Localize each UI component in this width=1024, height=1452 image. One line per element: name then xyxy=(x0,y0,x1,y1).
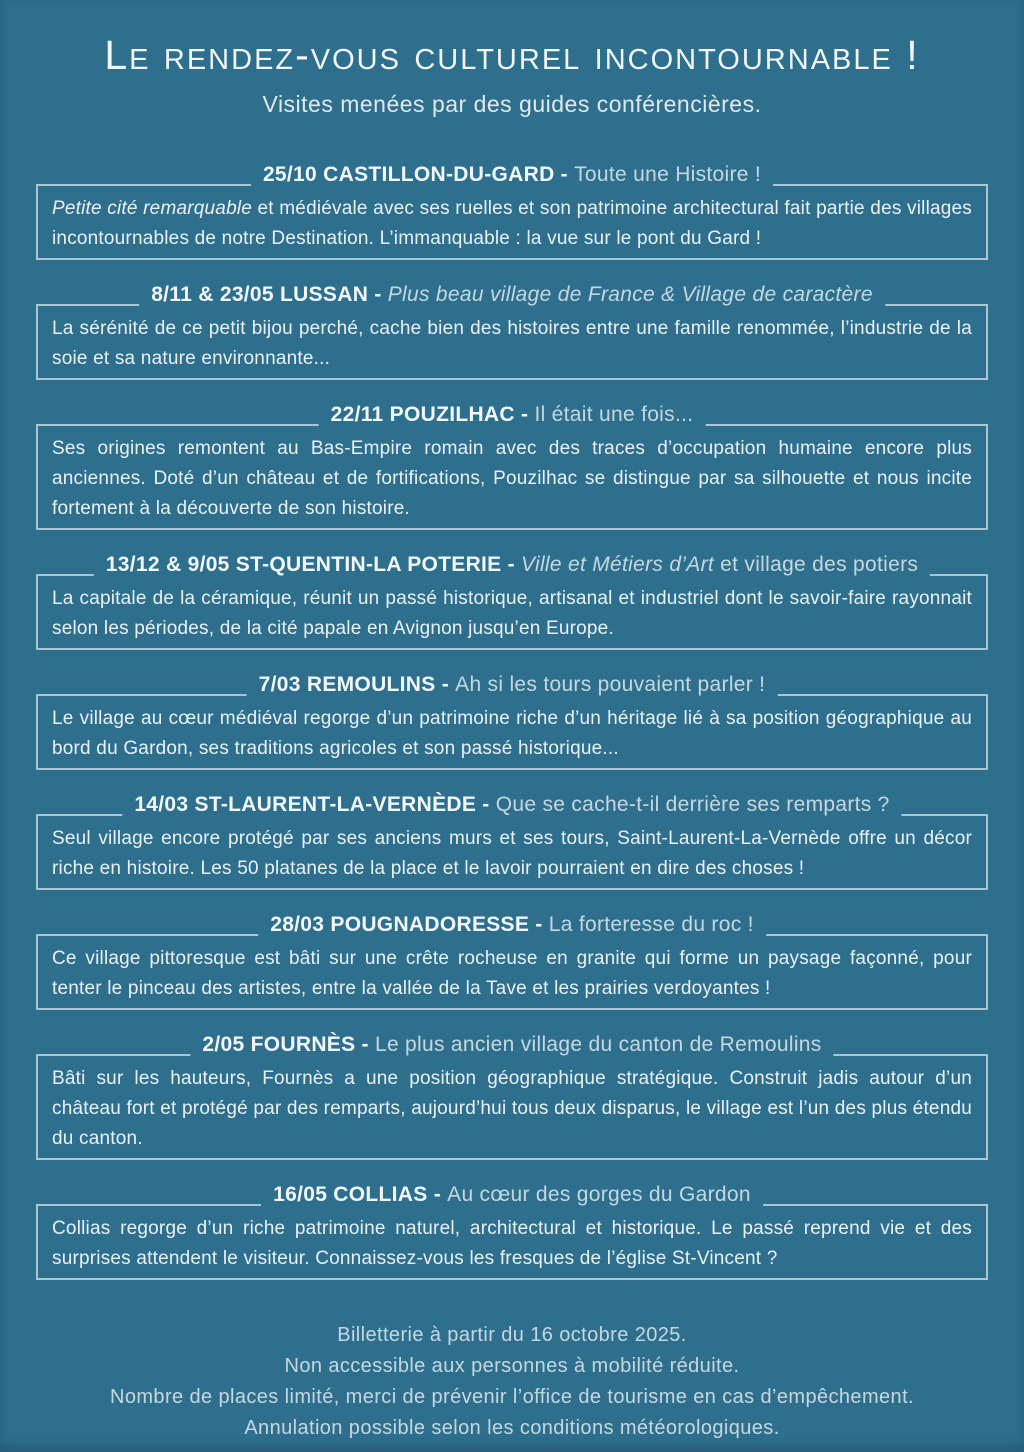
footer-line-ticketing: Billetterie à partir du 16 octobre 2025. xyxy=(337,1324,687,1347)
event-frame xyxy=(36,673,988,770)
event-heading xyxy=(247,672,778,698)
event-frame xyxy=(36,913,988,1010)
footer xyxy=(0,1320,1024,1444)
event-description-text: La capitale de la céramique, réunit un passé historique, artisanal et industriel dont le savoir-faire rayonnait selon les périodes, de la cité papale en Avignon jusqu’en Europe. xyxy=(52,588,972,640)
event-tagline: Que se cache-t-il derrière ses remparts ? xyxy=(495,793,890,817)
event-description xyxy=(52,1064,972,1154)
event-tagline: Au cœur des gorges du Gardon xyxy=(447,1183,751,1207)
event-description-text: Ce village pittoresque est bâti sur une crête rocheuse en granite qui forme un paysage façonné, pour tenter le pinceau des artistes, entre la vallée de la Tave et les prairies verdoyantes ! xyxy=(52,948,972,1000)
event-description xyxy=(52,824,972,884)
section-collias xyxy=(0,1183,1024,1280)
section-castillon-du-gard xyxy=(0,163,1024,260)
event-tagline: La forteresse du roc ! xyxy=(548,913,754,937)
footer-line-accessibility: Non accessible aux personnes à mobilité réduite. xyxy=(284,1355,740,1378)
event-date-place: 22/11 POUZILHAC - xyxy=(330,403,535,427)
event-description-text: Collias regorge d’un riche patrimoine naturel, architectural et historique. Le passé reprend vie et des surprises attendent le visiteur. Connaissez-vous les fresques de l’église St-Vincent ? xyxy=(52,1218,972,1270)
event-description xyxy=(52,704,972,764)
event-tagline-italic: Plus beau village de France & Village de caractère xyxy=(387,283,873,307)
event-description-text: Ses origines remontent au Bas-Empire romain avec des traces d’occupation humaine encore plus anciennes. Doté d’un château et de fortifications, Pouzilhac se distingue par sa silhouette et nous incite fortement à la découverte de son histoire. xyxy=(52,438,972,520)
event-frame xyxy=(36,403,988,530)
event-date-place: 13/12 & 9/05 ST-QUENTIN-LA POTERIE - xyxy=(105,553,522,577)
event-date-place: 25/10 CASTILLON-DU-GARD - xyxy=(262,163,575,187)
event-date-place: 14/03 ST-LAURENT-LA-VERNÈDE - xyxy=(134,793,496,817)
event-frame xyxy=(36,1033,988,1160)
page-subtitle: Visites menées par des guides conférencières. xyxy=(262,91,762,118)
event-tagline: Toute une Histoire ! xyxy=(574,163,762,187)
section-pougnadoresse xyxy=(0,913,1024,1010)
event-date-place: 2/05 FOURNÈS - xyxy=(202,1033,375,1057)
event-tagline: et village des potiers xyxy=(720,553,919,577)
event-frame xyxy=(36,1183,988,1280)
event-date-place: 16/05 COLLIAS - xyxy=(273,1183,448,1207)
event-description xyxy=(52,314,972,374)
event-frame xyxy=(36,283,988,380)
section-remoulins xyxy=(0,673,1024,770)
event-frame xyxy=(36,163,988,260)
event-description xyxy=(52,584,972,644)
event-tagline: Ah si les tours pouvaient parler ! xyxy=(455,673,766,697)
footer-line-weather: Annulation possible selon les conditions météorologiques. xyxy=(244,1417,780,1440)
section-fournes xyxy=(0,1033,1024,1160)
event-heading xyxy=(94,552,930,578)
footer-line-capacity: Nombre de places limité, merci de prévenir l’office de tourisme en cas d’empêchement. xyxy=(110,1386,914,1409)
event-description-text: La sérénité de ce petit bijou perché, cache bien des histoires entre une famille renommée, l’industrie de la soie et sa nature environnante... xyxy=(52,318,972,370)
section-lussan xyxy=(0,283,1024,380)
page-title: Le rendez-vous culturel incontournable ! xyxy=(104,32,920,78)
event-description-lead-italic: Petite cité remarquable xyxy=(52,198,258,220)
header xyxy=(0,0,1024,118)
section-pouzilhac xyxy=(0,403,1024,530)
event-description xyxy=(52,194,972,254)
event-tagline: Le plus ancien village du canton de Remoulins xyxy=(374,1033,822,1057)
event-heading xyxy=(122,792,901,818)
event-description-text: Bâti sur les hauteurs, Fournès a une position géographique stratégique. Construit jadis autour d’un château fort et protégé par des remparts, aujourd’hui tous deux disparus, le village est l’un des plus étendu du canton. xyxy=(52,1068,972,1150)
event-heading xyxy=(258,912,766,938)
event-heading xyxy=(319,402,706,428)
event-frame xyxy=(36,553,988,650)
event-description-text: Le village au cœur médiéval regorge d’un patrimoine riche d’un héritage lié à sa position géographique au bord du Gardon, ses traditions agricoles et son passé historique... xyxy=(52,708,972,760)
event-frame xyxy=(36,793,988,890)
event-tagline: Il était une fois... xyxy=(534,403,694,427)
event-heading xyxy=(139,282,885,308)
event-description xyxy=(52,1214,972,1274)
event-tagline-italic: Ville et Métiers d’Art xyxy=(521,553,721,577)
event-date-place: 28/03 POUGNADORESSE - xyxy=(270,913,549,937)
event-heading xyxy=(261,1182,763,1208)
event-description xyxy=(52,434,972,524)
event-description-text: et médiévale avec ses ruelles et son patrimoine architectural fait partie des villages incontournables de notre Destination. L’immanquable : la vue sur le pont du Gard ! xyxy=(52,198,972,250)
event-heading xyxy=(251,162,773,188)
section-st-quentin-la-poterie xyxy=(0,553,1024,650)
section-st-laurent-la-vernede xyxy=(0,793,1024,890)
event-description-text: Seul village encore protégé par ses anciens murs et ses tours, Saint-Laurent-La-Vernède offre un décor riche en histoire. Les 50 platanes de la place et le lavoir pourraient en dire des choses ! xyxy=(52,828,972,880)
event-heading xyxy=(190,1032,833,1058)
event-date-place: 8/11 & 23/05 LUSSAN - xyxy=(151,283,388,307)
event-description xyxy=(52,944,972,1004)
event-date-place: 7/03 REMOULINS - xyxy=(258,673,456,697)
